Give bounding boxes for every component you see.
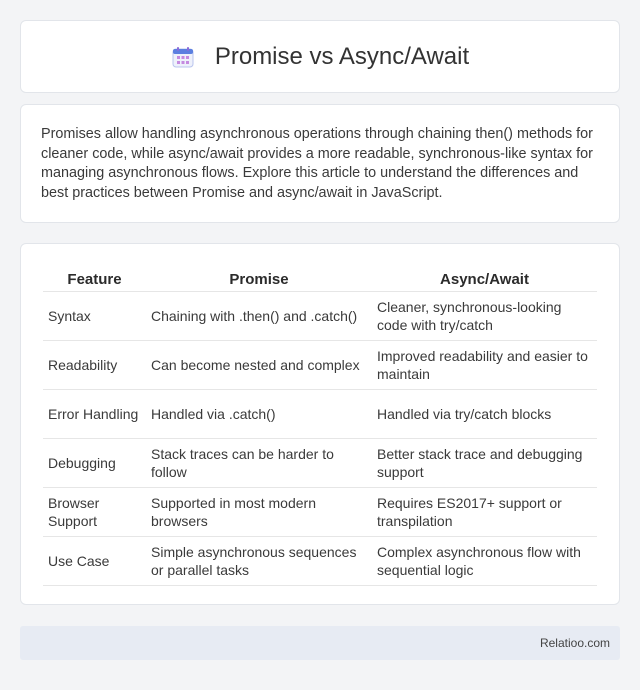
row-feature-cell: Use Case [43, 536, 146, 585]
table-row [43, 291, 597, 340]
row-promise-cell: Can become nested and complex [146, 340, 372, 389]
row-feature-cell: Readability [43, 340, 146, 389]
table-row [43, 438, 597, 487]
intro-text: Promises allow handling asynchronous operations through chaining then() methods for cleaner code, while async/await provides a more readable, synchronous-like syntax for managing asynchronous flows. Explore this article to understand the differences and best practices between Promise and async/await in JavaScript. [41, 126, 593, 201]
calendar-icon [171, 45, 195, 69]
row-promise-cell: Simple asynchronous sequences or parallel tasks [146, 536, 372, 585]
footer-site-name: Relatioo.com [539, 636, 610, 650]
table-row [43, 340, 597, 389]
intro-card [20, 104, 620, 223]
header-async-await: Async/Await [372, 264, 597, 291]
header-feature: Feature [43, 264, 146, 291]
row-async-cell: Cleaner, synchronous-looking code with try/catch [372, 291, 597, 340]
row-feature-cell: Error Handling [43, 389, 146, 438]
row-promise-cell: Supported in most modern browsers [146, 487, 372, 536]
header-promise: Promise [146, 264, 372, 291]
table-row [43, 389, 597, 438]
row-async-cell: Handled via try/catch blocks [372, 389, 597, 438]
row-feature-cell: Browser Support [43, 487, 146, 536]
row-feature-cell: Syntax [43, 291, 146, 340]
row-promise-cell: Handled via .catch() [146, 389, 372, 438]
row-async-cell: Improved readability and easier to maintain [372, 340, 597, 389]
row-promise-cell: Chaining with .then() and .catch() [146, 291, 372, 340]
table-row [43, 487, 597, 536]
page-title: Promise vs Async/Await [214, 42, 470, 70]
footer [20, 626, 620, 660]
row-async-cell: Better stack trace and debugging support [372, 438, 597, 487]
row-async-cell: Requires ES2017+ support or transpilation [372, 487, 597, 536]
header-card [20, 20, 620, 93]
comparison-table [43, 264, 597, 586]
table-row [43, 536, 597, 585]
title-wrap [171, 43, 469, 71]
row-promise-cell: Stack traces can be harder to follow [146, 438, 372, 487]
comparison-table-card [20, 243, 620, 605]
row-feature-cell: Debugging [43, 438, 146, 487]
table-header-row [43, 264, 597, 291]
row-async-cell: Complex asynchronous flow with sequential logic [372, 536, 597, 585]
